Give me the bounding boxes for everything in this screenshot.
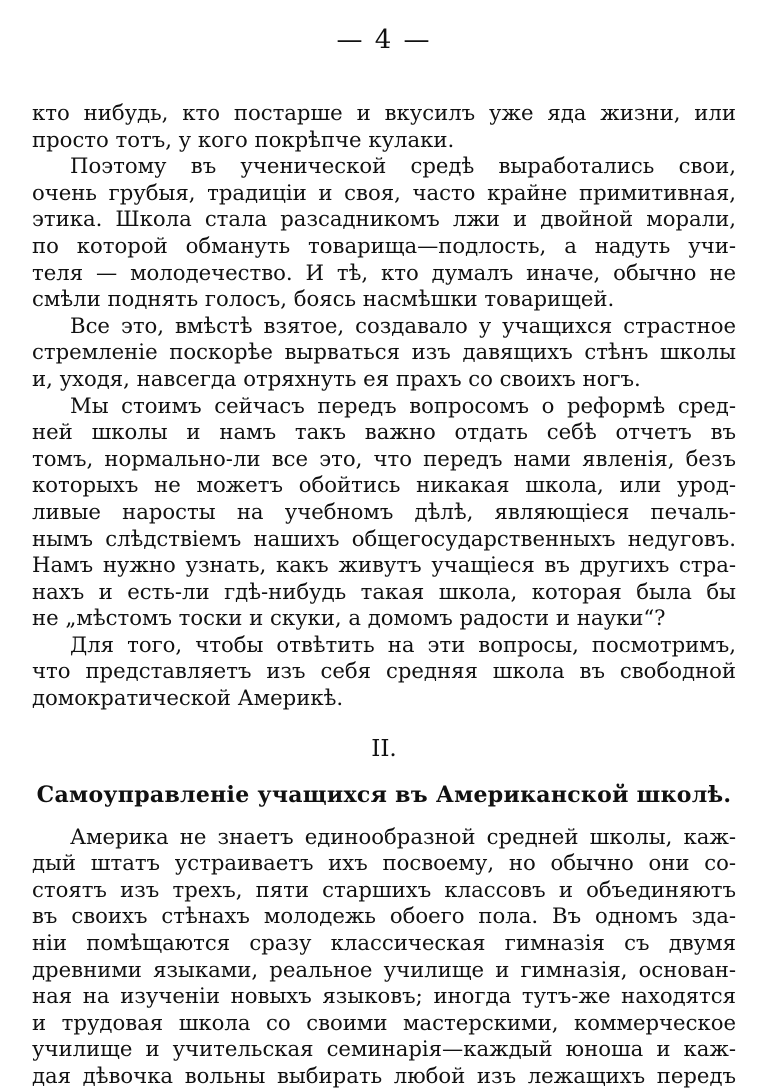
text-line: Поэтому въ ученической средѣ выработались свои,	[70, 153, 736, 179]
section-number: II.	[371, 735, 397, 762]
text-line: дый штатъ устраиваетъ ихъ посвоему, но обычно они со-	[32, 850, 736, 876]
text-line: которыхъ не можетъ обойтись никакая школа, или урод-	[32, 472, 736, 498]
text-line: и, уходя, навсегда отряхнуть ея прахъ со своихъ ногъ.	[32, 365, 641, 391]
text-line: ней школы и намъ такъ важно отдать себѣ отчетъ въ	[32, 419, 736, 445]
text-line: древними языками, реальное училище и гимназія, основан-	[32, 956, 736, 982]
text-line: кто нибудь, кто постарше и вкусилъ уже яда жизни, или	[32, 100, 736, 125]
text-line: теля — молодечество. И тѣ, кто думалъ иначе, обычно не	[32, 259, 736, 285]
text-line: дая дѣвочка вольны выбирать любой изъ лежащихъ передъ	[32, 1063, 736, 1088]
section-body-text	[32, 824, 736, 1090]
text-line: нымъ слѣдствіемъ нашихъ общегосударственныхъ недуговъ.	[32, 525, 736, 551]
text-line: нахъ и есть-ли гдѣ-нибудь такая школа, которая была бы	[32, 578, 736, 604]
text-line: не „мѣстомъ тоски и скуки, а домомъ радости и науки“?	[32, 605, 666, 631]
text-line: томъ, нормально-ли все это, что передъ нами явленія, безъ	[32, 445, 736, 471]
text-line: Для того, чтобы отвѣтить на эти вопросы, посмотримъ,	[70, 631, 736, 657]
text-line: этика. Школа стала разсадникомъ лжи и двойной морали,	[32, 206, 736, 232]
text-line: стремленіе поскорѣе вырваться изъ давящихъ стѣнъ школы	[32, 339, 736, 365]
text-line: очень грубыя, традиціи и своя, часто крайне примитивная,	[32, 179, 736, 205]
text-line: стоятъ изъ трехъ, пяти старшихъ классовъ и объединяютъ	[32, 876, 736, 902]
text-line: ливые наросты на учебномъ дѣлѣ, являющіеся печаль-	[32, 498, 736, 524]
text-line: ніи помѣщаются сразу классическая гимназія съ двумя	[32, 930, 736, 956]
text-line: Все это, вмѣстѣ взятое, создавало у учащихся страстное	[70, 312, 736, 338]
text-line: что представляетъ изъ себя средняя школа въ свободной	[32, 658, 736, 684]
page-number: — 4 —	[336, 25, 432, 55]
text-line: просто тотъ, у кого покрѣпче кулаки.	[32, 126, 455, 152]
body-text	[32, 100, 736, 712]
text-line: смѣли поднять голосъ, боясь насмѣшки товарищей.	[32, 286, 615, 312]
text-line: ная на изученіи новыхъ языковъ; иногда тутъ-же находятся	[32, 983, 736, 1009]
text-line: Намъ нужно узнать, какъ живутъ учащіеся въ другихъ стра-	[32, 552, 736, 578]
section-title: Самоуправленіе учащихся въ Американской школѣ.	[36, 781, 732, 808]
text-line: Мы стоимъ сейчасъ передъ вопросомъ о реформѣ сред-	[70, 392, 736, 418]
text-line: домократической Америкѣ.	[32, 685, 344, 711]
text-line: училище и учительская семинарія—каждый юноша и каж-	[32, 1036, 736, 1062]
text-line: Америка не знаетъ единообразной средней школы, каж-	[70, 823, 736, 849]
text-line: и трудовая школа со своими мастерскими, коммерческое	[32, 1009, 736, 1035]
text-line: въ своихъ стѣнахъ молодежь обоего пола. Въ одномъ зда-	[32, 903, 736, 929]
text-line: по которой обмануть товарища—подлость, а надуть учи-	[32, 232, 736, 258]
